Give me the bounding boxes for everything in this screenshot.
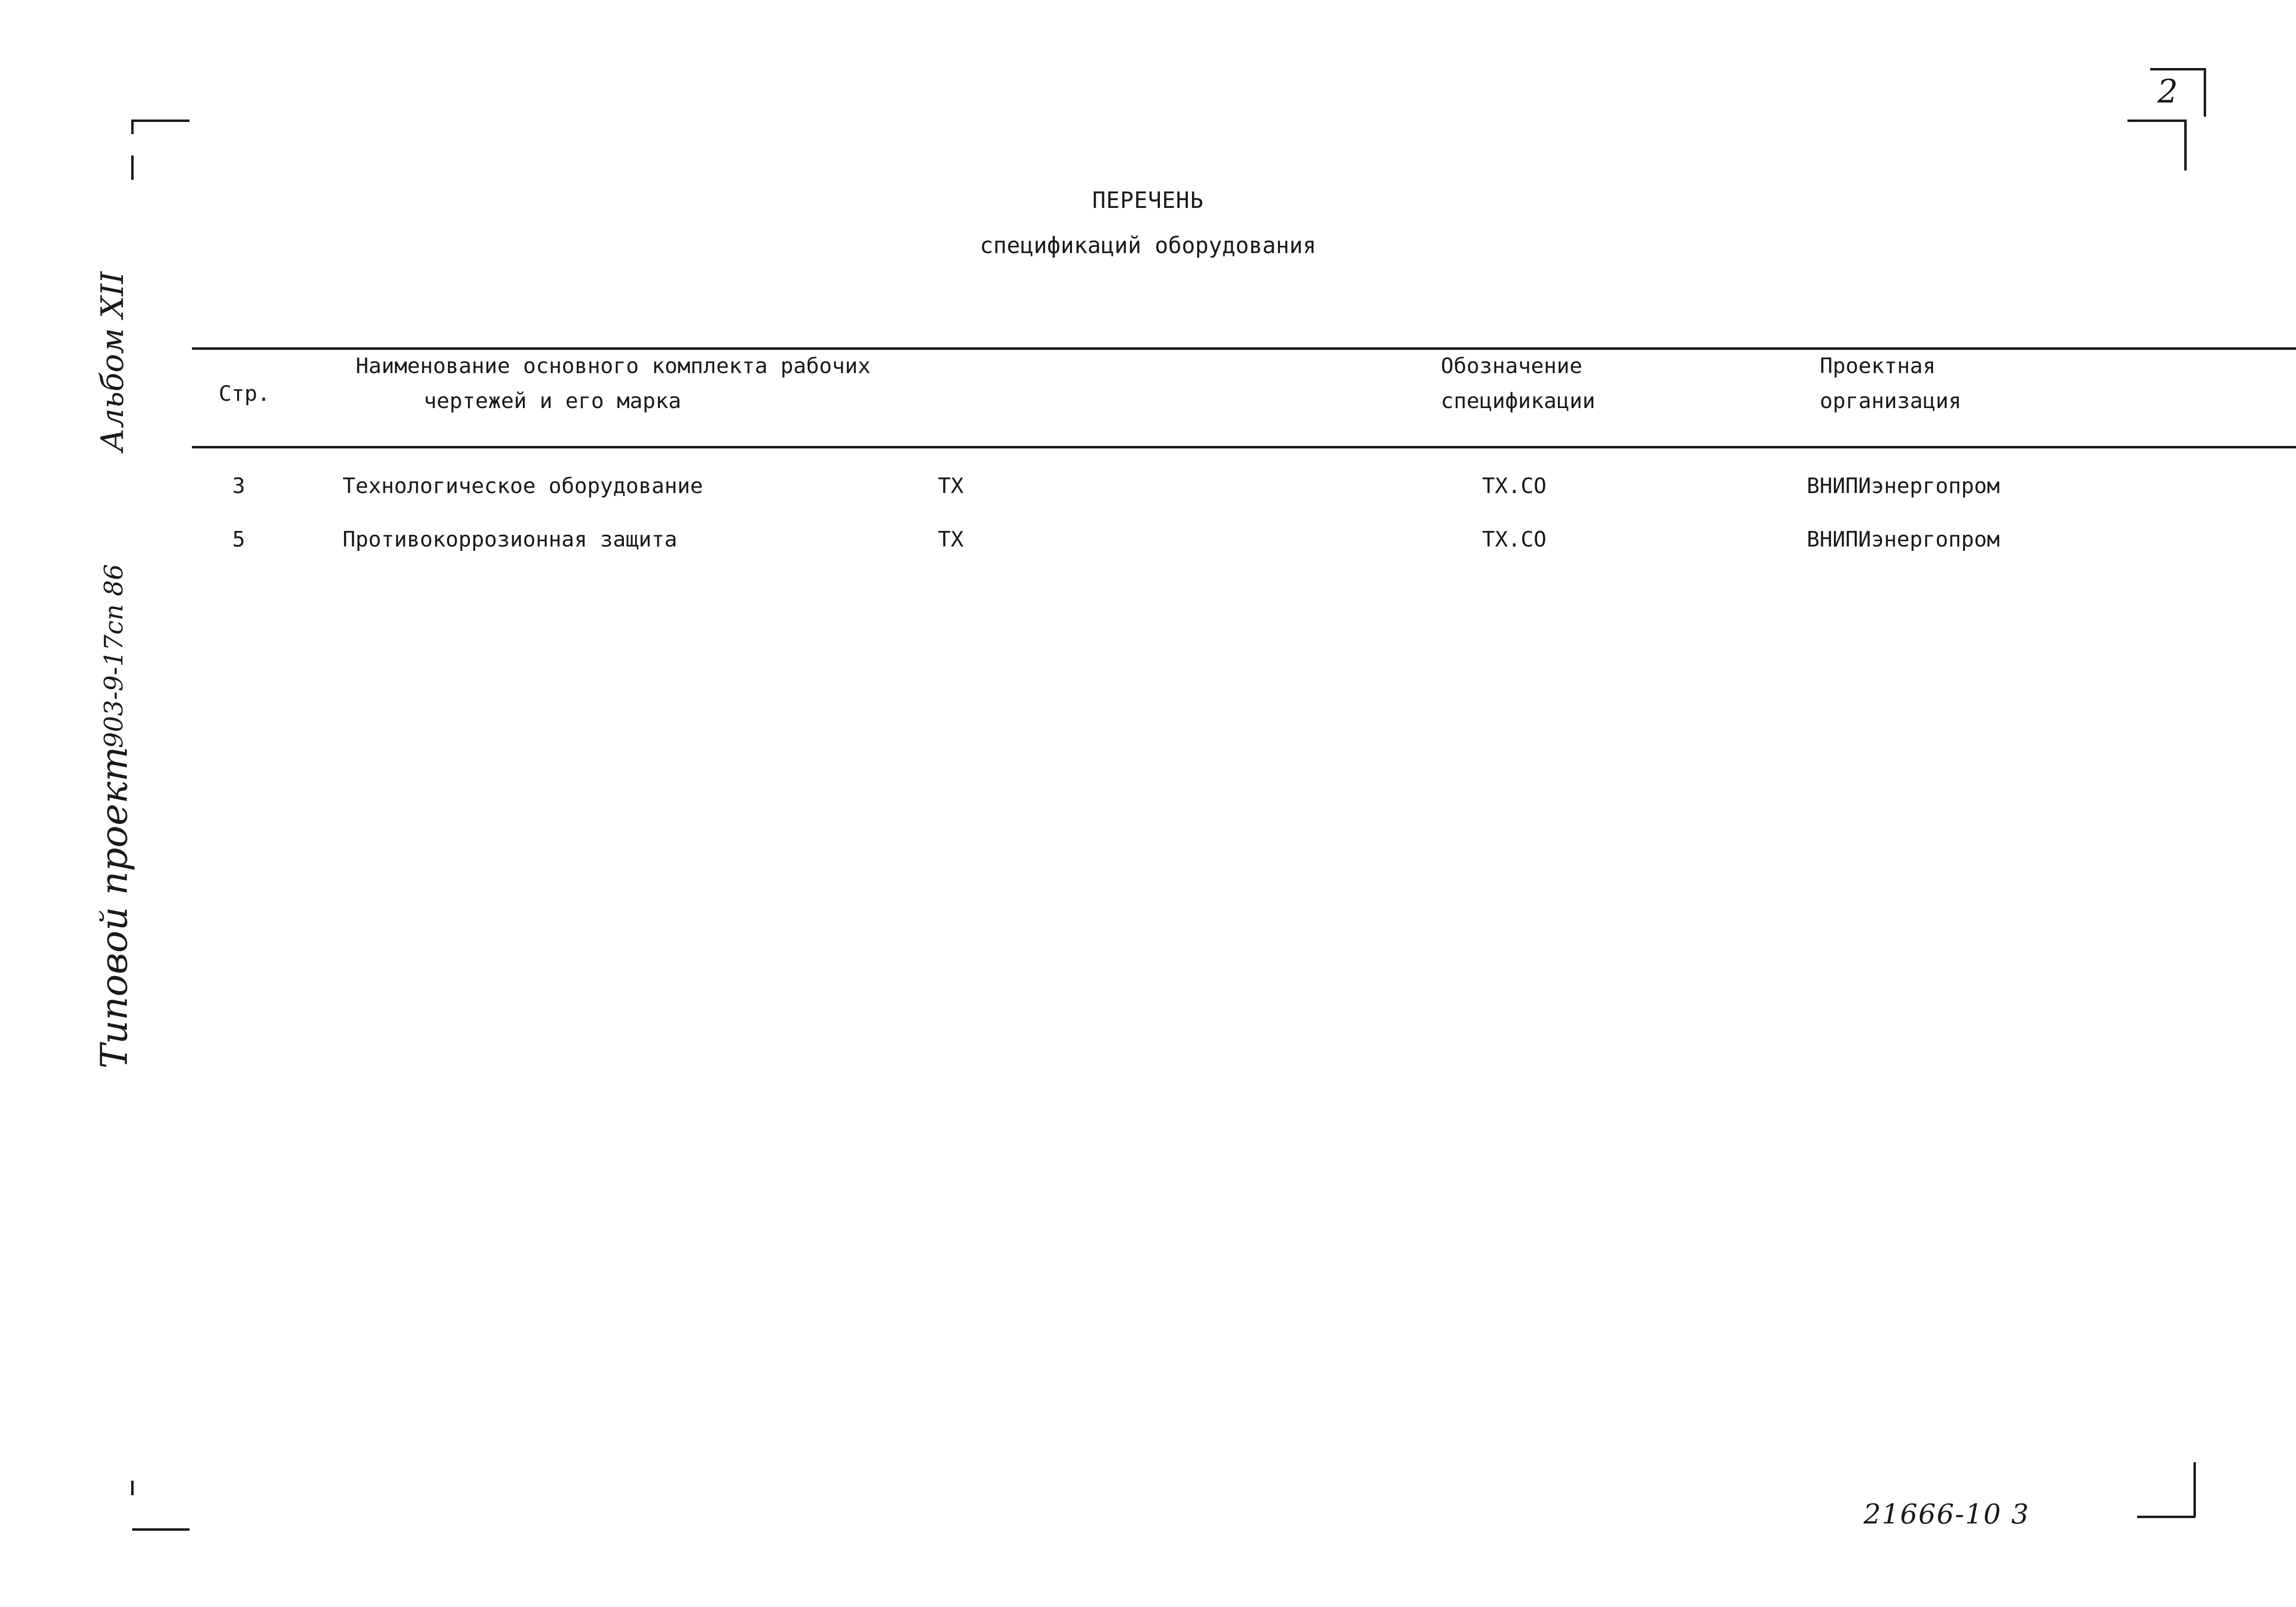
frame-corner-top-left: [132, 120, 190, 122]
column-header-name: Наименование основного комплекта рабочих: [356, 354, 871, 378]
frame-corner-top-left-tick: [131, 120, 134, 134]
table-cell-name: Технологическое оборудование: [343, 474, 703, 498]
table-cell-page: 3: [232, 474, 245, 498]
column-header-name-line2: чертежей и его марка: [424, 389, 681, 413]
table-cell-spec: ТХ.СО: [1482, 527, 1547, 552]
table-header-rule: [192, 446, 2296, 448]
column-header-spec-line2: спецификации: [1441, 389, 1595, 413]
column-header-spec: Обозначение: [1441, 354, 1583, 378]
side-album-label: Альбом XII: [95, 271, 131, 452]
frame-corner-top-left-tick: [131, 155, 134, 180]
table-cell-name: Противокоррозионная защита: [343, 527, 677, 552]
column-header-org: Проектная: [1820, 354, 1936, 378]
table-cell-page: 5: [232, 527, 245, 552]
document-title: ПЕРЕЧЕНЬ: [1092, 187, 1204, 213]
frame-corner-bottom-right-tick: [2193, 1462, 2196, 1517]
table-cell-spec: ТХ.СО: [1482, 474, 1547, 498]
table-cell-mark: ТХ: [938, 474, 964, 498]
page-number-frame-side: [2204, 68, 2206, 117]
side-project-label: Типовой проект: [92, 746, 136, 1069]
frame-corner-bottom-left: [132, 1528, 190, 1531]
table-cell-org: ВНИПИэнергопром: [1807, 474, 2000, 498]
page-number-frame-top: [2150, 68, 2206, 70]
document-subtitle: спецификаций оборудования: [980, 232, 1316, 258]
table-cell-mark: ТХ: [938, 527, 964, 552]
frame-corner-bottom-right: [2137, 1516, 2195, 1518]
column-header-org-line2: организация: [1820, 389, 1962, 413]
frame-corner-bottom-left-tick: [131, 1481, 134, 1495]
page-number: 2: [2158, 73, 2178, 110]
archive-stamp-number: 21666-10 3: [1864, 1499, 2030, 1530]
table-cell-org: ВНИПИэнергопром: [1807, 527, 2000, 552]
frame-corner-top-right: [2127, 120, 2187, 122]
frame-corner-top-right-tick: [2184, 120, 2187, 171]
column-header-page: Стр.: [219, 381, 270, 406]
side-project-code: 903-9-17сп 86: [100, 564, 129, 748]
